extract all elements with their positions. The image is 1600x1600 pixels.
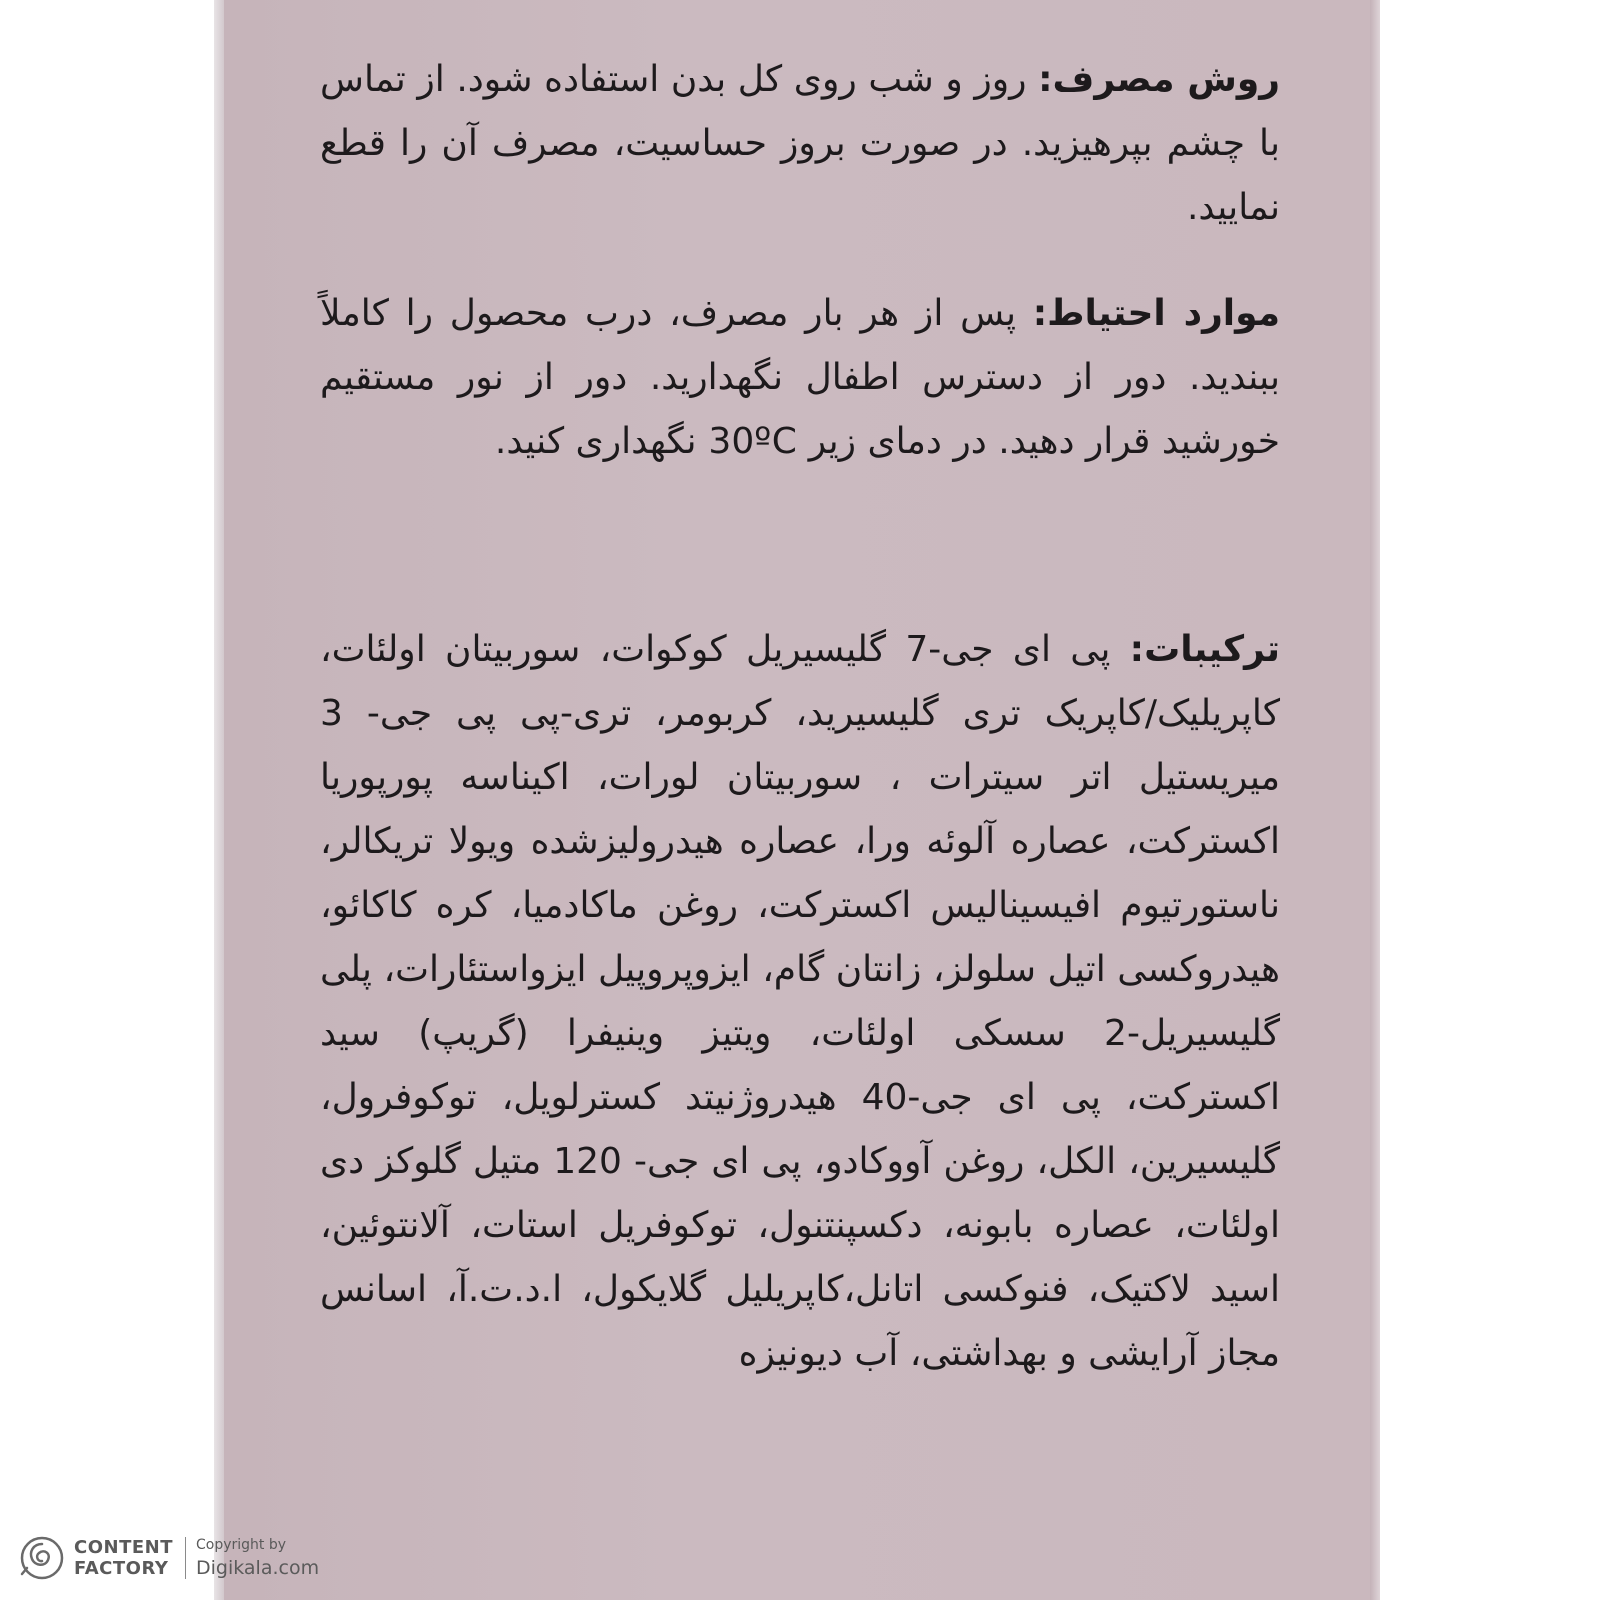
watermark <box>18 1528 319 1588</box>
box-right-edge <box>1370 0 1380 1600</box>
watermark-brand-line2: FACTORY <box>74 1558 169 1579</box>
usage-section <box>320 48 1280 240</box>
ingredients-section <box>320 618 1280 1386</box>
caution-section <box>320 282 1280 474</box>
usage-text: روز و شب روی کل بدن استفاده شود. از تماس با چشم بپرهیزید. در صورت بروز حساسیت، مصرف آن را قطع نمایید. <box>320 59 1280 228</box>
caution-text: پس از هر بار مصرف، درب محصول را کاملاً ببندید. دور از دسترس اطفال نگهدارید. دور از نور مستقیم خورشید قرار دهید. در دمای زیر 30ºC نگهداری کنید. <box>320 293 1280 462</box>
usage-heading: روش مصرف: <box>1038 59 1280 100</box>
watermark-brand-line1: CONTENT <box>74 1537 173 1558</box>
copyright-label: Copyright by <box>196 1537 287 1553</box>
ingredients-text: پی ای جی-7 گلیسیریل کوکوات، سوربیتان اولئات، کاپریلیک/کاپریک تری گلیسیرید، کربومر، تری-پی پی جی- 3 میریستیل اتر سیترات ، سوربیتان لورات، اکیناسه پورپوریا اکسترکت، عصاره آلوئه ورا، عصاره هیدرولیزشده ویولا تریکالر، ناستورتیوم افیسینالیس اکسترکت، روغن ماکادمیا، کره کاکائو، هیدروکسی اتیل سلولز، زانتان گام، ایزوپروپیل ایزواستئارات، پلی گلیسیریل-2 سسکی اولئات، ویتیز وینیفرا (گریپ) سید اکسترکت، پی ای جی-40 هیدروژنیتد کسترلویل، توکوفرول، گلیسیرین، الکل، روغن آووکادو، پی ای جی- 120 متیل گلوکز دی اولئات، عصاره بابونه، دکسپنتنول، توکوفریل استات، آلانتوئین، اسید لاکتیک، فنوکسی اتانل،کاپریلیل گلایکول، ا.د.ت.آ، اسانس مجاز آرایشی و بهداشتی، آب دیونیزه <box>320 629 1281 1374</box>
watermark-copyright <box>196 1535 319 1581</box>
content-factory-logo-icon <box>18 1534 66 1582</box>
ingredients-heading: ترکیبات: <box>1129 629 1280 670</box>
copyright-site: Digikala.com <box>196 1557 320 1579</box>
watermark-brand <box>74 1537 173 1579</box>
watermark-divider <box>185 1537 186 1579</box>
caution-heading: موارد احتیاط: <box>1032 293 1280 334</box>
